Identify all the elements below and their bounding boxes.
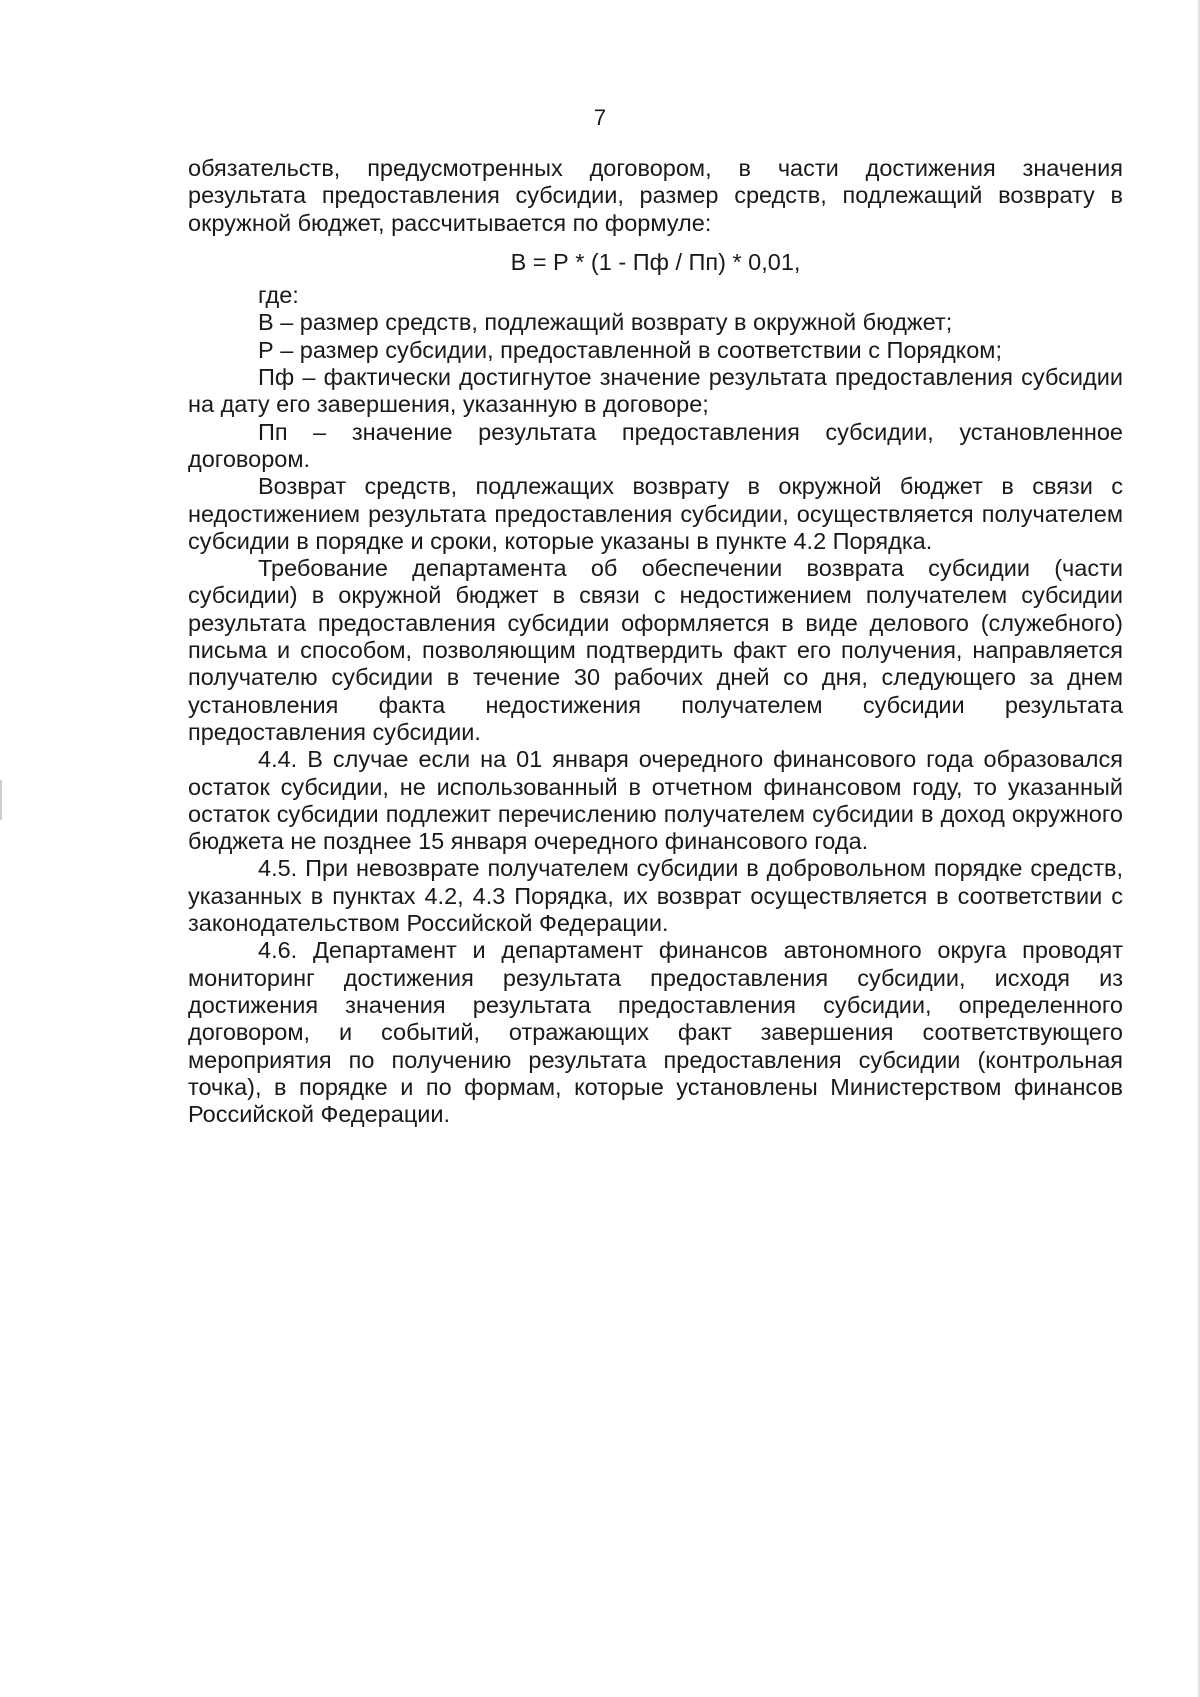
definition-pf: Пф – фактически достигнутое значение результата предоставления субсидии на дату его завершения, указанную в договоре; xyxy=(188,364,1123,418)
document-body xyxy=(188,155,1123,1128)
paragraph-return-procedure: Возврат средств, подлежащих возврату в окружной бюджет в связи с недостижением результата предоставления субсидии, осуществляется получателем субсидии в порядке и сроки, которые указаны в пункте 4.2 Порядка. xyxy=(188,473,1123,554)
formula-where-label: где: xyxy=(258,282,299,309)
paragraph-4-5: 4.5. При невозврате получателем субсидии в добровольном порядке средств, указанных в пунктах 4.2, 4.3 Порядка, их возврат осуществляется в соответствии с законодательством Российской Федерации. xyxy=(188,855,1123,937)
page-number: 7 xyxy=(593,105,607,130)
definition-v: В – размер средств, подлежащий возврату в окружной бюджет; xyxy=(258,309,953,336)
paragraph-4-6: 4.6. Департамент и департамент финансов автономного округа проводят мониторинг достижения результата предоставления субсидии, исходя из достижения значения результата предоставления субсидии, определенного договором, и событий, отражающих факт завершения соответствующего мероприятия по получению результата предоставления субсидии (контрольная точка), в порядке и по формам, которые установлены Министерством финансов Российской Федерации. xyxy=(188,937,1123,1128)
definition-pp: Пп – значение результата предоставления субсидии, установленное договором. xyxy=(188,418,1123,472)
paragraph-continuation: обязательств, предусмотренных договором, в части достижения значения результата предоставления субсидии, размер средств, подлежащий возврату в окружной бюджет, рассчитывается по формуле: xyxy=(188,155,1123,236)
paragraph-department-demand: Требование департамента об обеспечении возврата субсидии (части субсидии) в окружной бюджет в связи с недостижением получателем субсидии результата предоставления субсидии оформляется в виде делового (служебного) письма и способом, позволяющим подтвердить факт его получения, направляется получателю субсидии в течение 30 рабочих дней со дня, следующего за днем установления факта недостижения получателем субсидии результата предоставления субсидии. xyxy=(188,555,1123,745)
return-formula: В = Р * (1 - Пф / Пп) * 0,01, xyxy=(510,248,801,275)
scan-edge-left xyxy=(0,780,2,820)
paragraph-4-4: 4.4. В случае если на 01 января очередного финансового года образовался остаток субсидии, не использованный в отчетном финансовом году, то указанный остаток субсидии подлежит перечислению получателем субсидии в доход окружного бюджета не позднее 15 января очередного финансового года. xyxy=(188,746,1123,855)
definition-r: Р – размер субсидии, предоставленной в соответствии с Порядком; xyxy=(258,336,1002,363)
